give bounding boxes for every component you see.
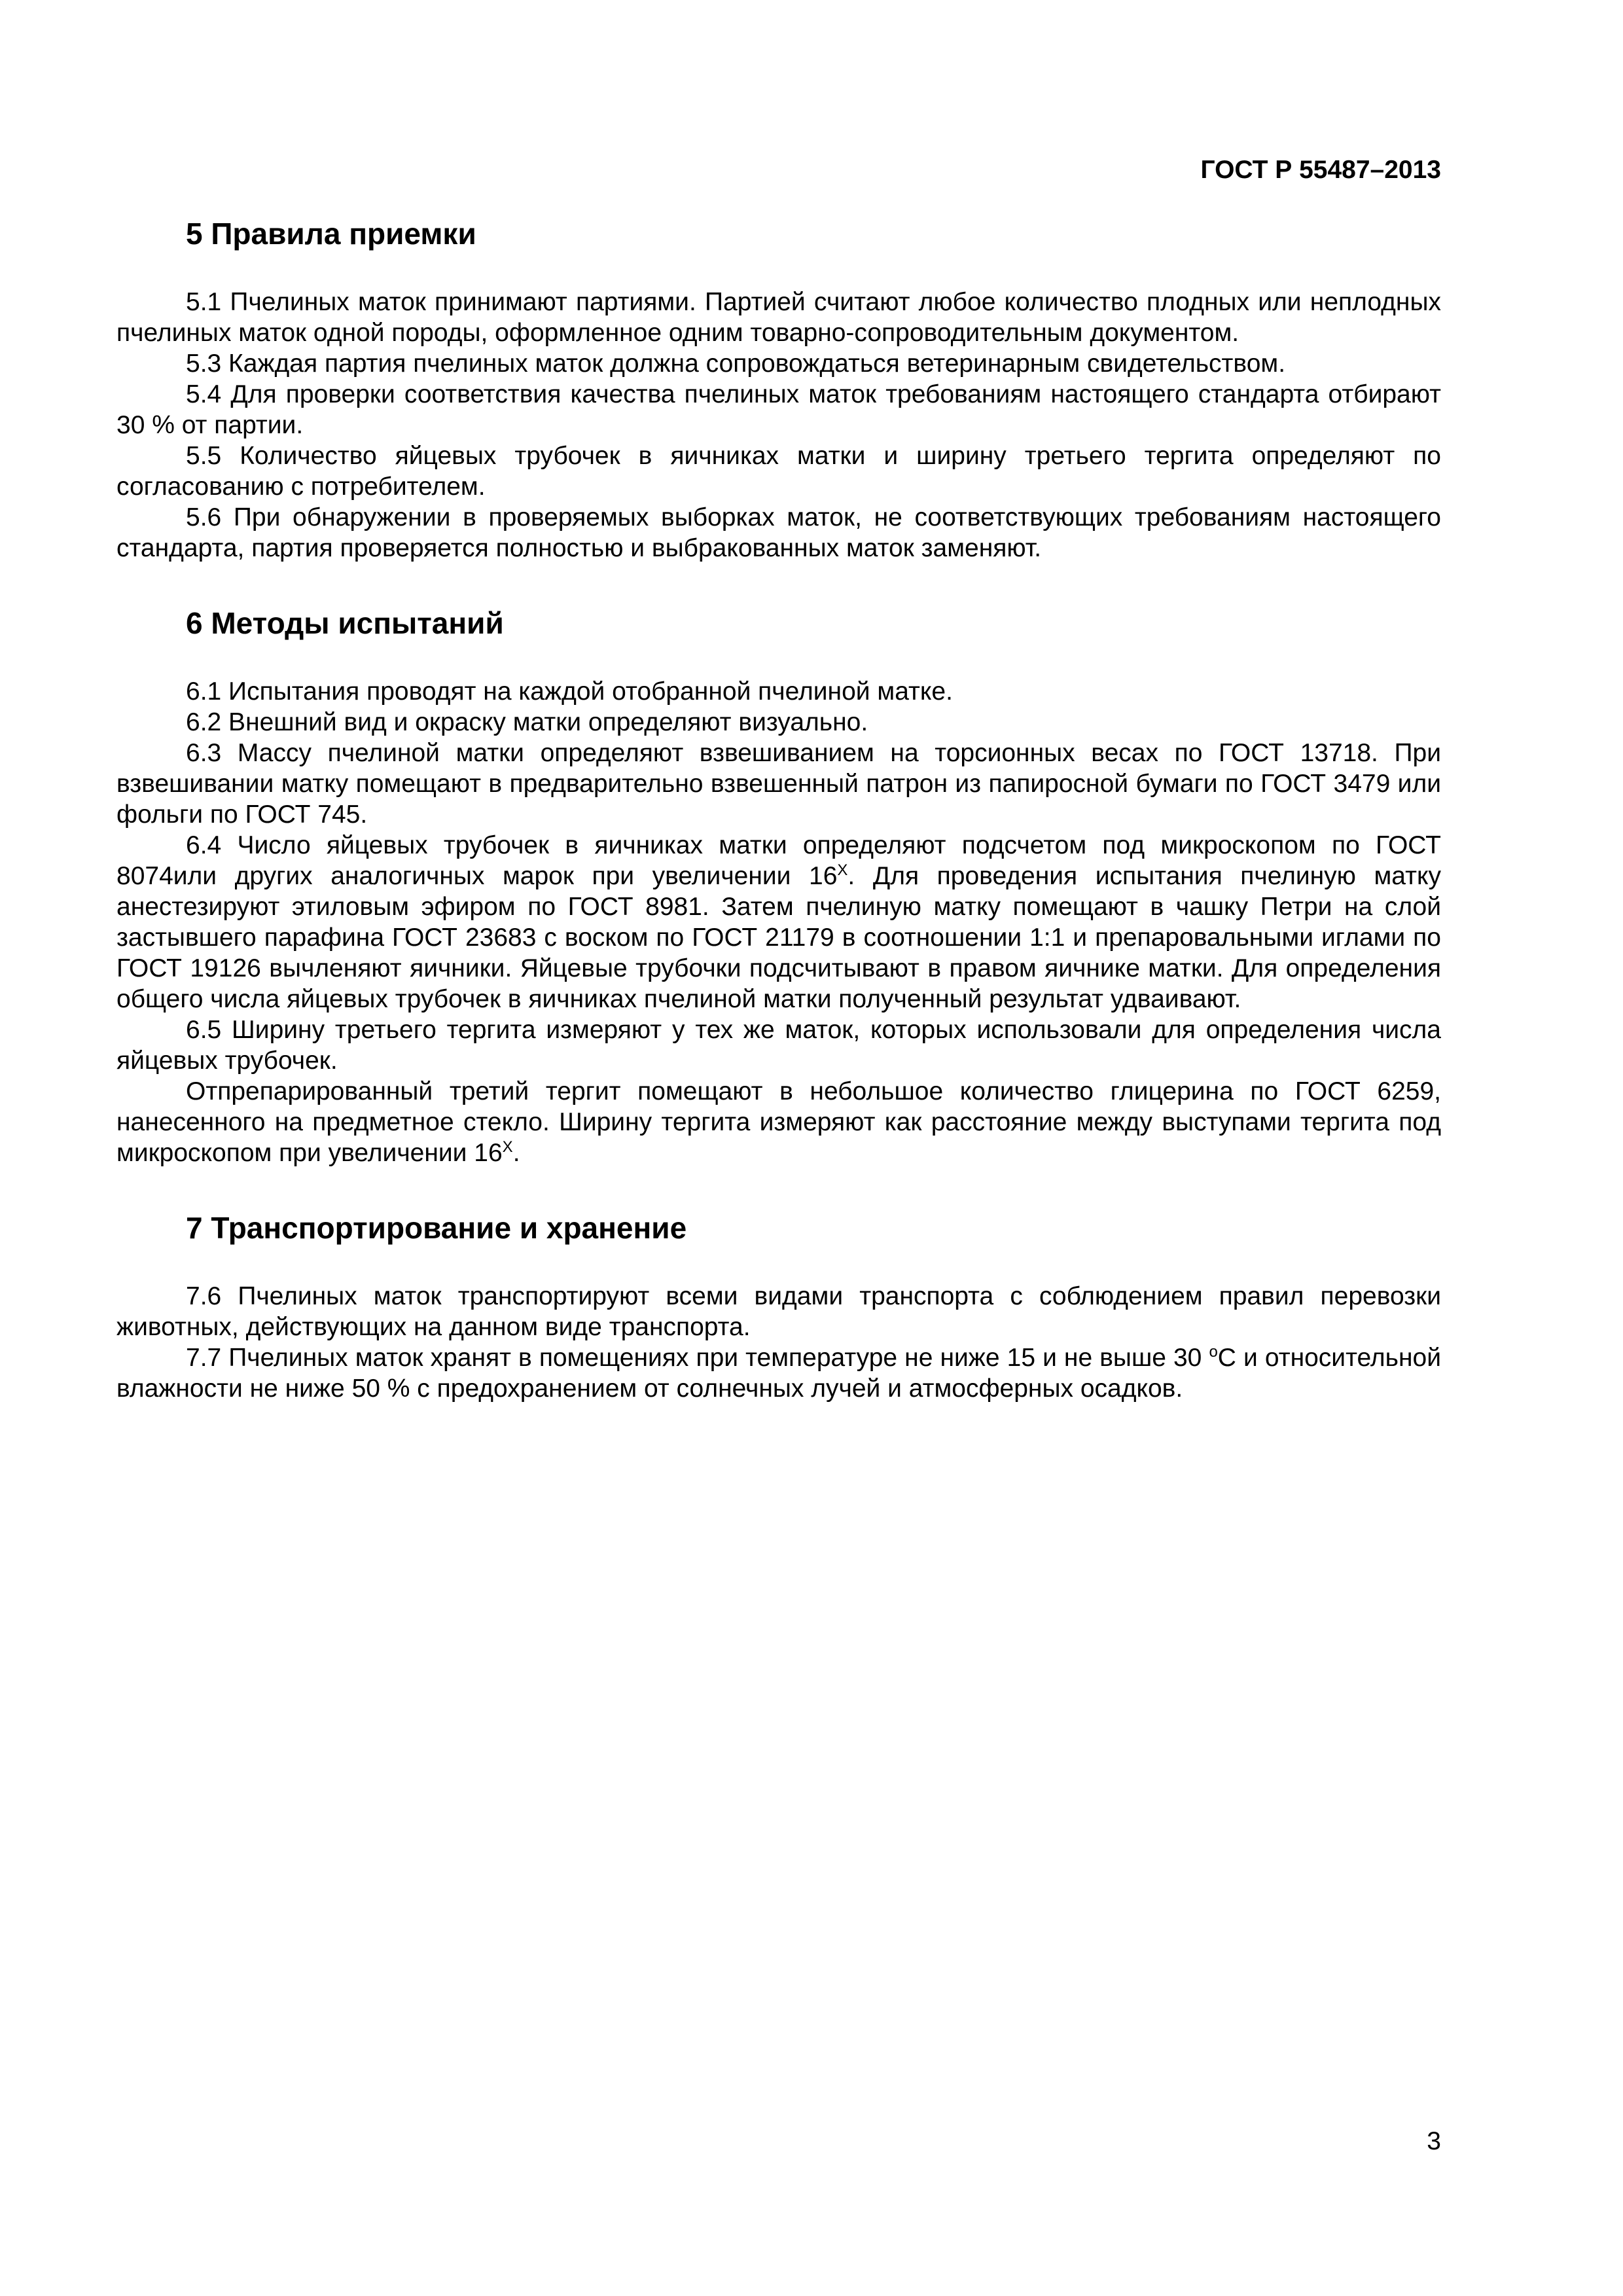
paragraph-7-6: 7.6 Пчелиных маток транспортируют всеми видами транспорта с соблюдением правил перевозки животных, действующих на данном виде транспорта.: [116, 1282, 1441, 1341]
paragraph-5-1: 5.1 Пчелиных маток принимают партиями. Партией считают любое количество плодных или неплодных пчелиных маток одной породы, оформленное одним товарно-сопроводительным документом.: [116, 288, 1441, 347]
paragraph-6-4-continuation: . Для проведения испытания пчелиную матку анестезируют этиловым эфиром по ГОСТ 8981. Затем пчелиную матку помещают в чашку Петри на слой застывшего парафина ГОСТ 23683 с воском по ГОСТ 21179 в соотношении 1:1 и препаровальными иглами по ГОСТ 19126 вычленяют яичники. Яйцевые трубочки подсчитывают в правом яичнике матки. Для определения общего числа яйцевых трубочек в яичниках пчелиной матки полученный результат удваивают.: [116, 862, 1441, 1013]
paragraph-5-4: 5.4 Для проверки соответствия качества пчелиных маток требованиям настоящего стандарта отбирают 30 % от партии.: [116, 380, 1441, 439]
paragraph-6-3: 6.3 Массу пчелиной матки определяют взвешиванием на торсионных весах по ГОСТ 13718. При взвешивании матку помещают в предварительно взвешенный патрон из папиросной бумаги по ГОСТ 3479 или фольги по ГОСТ 745.: [116, 739, 1441, 829]
document-content: [116, 215, 1441, 1404]
paragraph-6-2: 6.2 Внешний вид и окраску матки определяют визуально.: [186, 708, 868, 736]
paragraph-5-3: 5.3 Каждая партия пчелиных маток должна сопровождаться ветеринарным свидетельством.: [186, 350, 1286, 378]
paragraph-6-5-continuation: [116, 1076, 1441, 1168]
section-7-body: [116, 1281, 1441, 1404]
page-number: 3: [1427, 2127, 1441, 2155]
degree-superscript: о: [1209, 1343, 1218, 1361]
paragraph-7-7: [116, 1342, 1441, 1404]
paragraph-6-5b-text: Отпрепарированный третий тергит помещают в небольшое количество глицерина по ГОСТ 6259, нанесенного на предметное стекло. Ширину тергита измеряют как расстояние между выступами тергита под микроскопом при увеличении 16: [116, 1077, 1441, 1167]
paragraph-6-5: 6.5 Ширину третьего тергита измеряют у тех же маток, которых использовали для определения числа яйцевых трубочек.: [116, 1016, 1441, 1075]
paragraph-6-4-text: 6.4 Число яйцевых трубочек в яичниках матки определяют подсчетом под микроскопом по ГОСТ 8074или других аналогичных марок при увеличении 16: [116, 831, 1441, 890]
section-5-title: 5 Правила приемки: [186, 217, 476, 251]
paragraph-5-5: 5.5 Количество яйцевых трубочек в яичниках матки и ширину третьего тергита определяют по согласованию с потребителем.: [116, 442, 1441, 501]
section-6-body: [116, 676, 1441, 1168]
section-6-title: 6 Методы испытаний: [186, 606, 504, 640]
document-standard-id: ГОСТ Р 55487–2013: [1200, 156, 1441, 184]
paragraph-7-7-text: 7.7 Пчелиных маток хранят в помещениях при температуре не ниже 15 и не выше 30: [186, 1344, 1209, 1372]
paragraph-6-5b-end: .: [512, 1139, 520, 1167]
magnification-superscript: Х: [837, 861, 848, 879]
paragraph-5-6: 5.6 При обнаружении в проверяемых выборках маток, не соответствующих требованиям настоящего стандарта, партия проверяется полностью и выбракованных маток заменяют.: [116, 503, 1441, 562]
paragraph-7-7-continuation: С и относительной влажности не ниже 50 % с предохранением от солнечных лучей и атмосферных осадков.: [116, 1344, 1441, 1403]
section-5: [116, 215, 1441, 564]
paragraph-6-4: [116, 830, 1441, 1014]
section-7: [116, 1209, 1441, 1404]
section-5-body: [116, 287, 1441, 564]
section-7-title: 7 Транспортирование и хранение: [186, 1211, 687, 1245]
section-6: [116, 604, 1441, 1168]
paragraph-6-1: 6.1 Испытания проводят на каждой отобранной пчелиной матке.: [186, 677, 953, 706]
magnification-superscript: Х: [502, 1138, 513, 1156]
